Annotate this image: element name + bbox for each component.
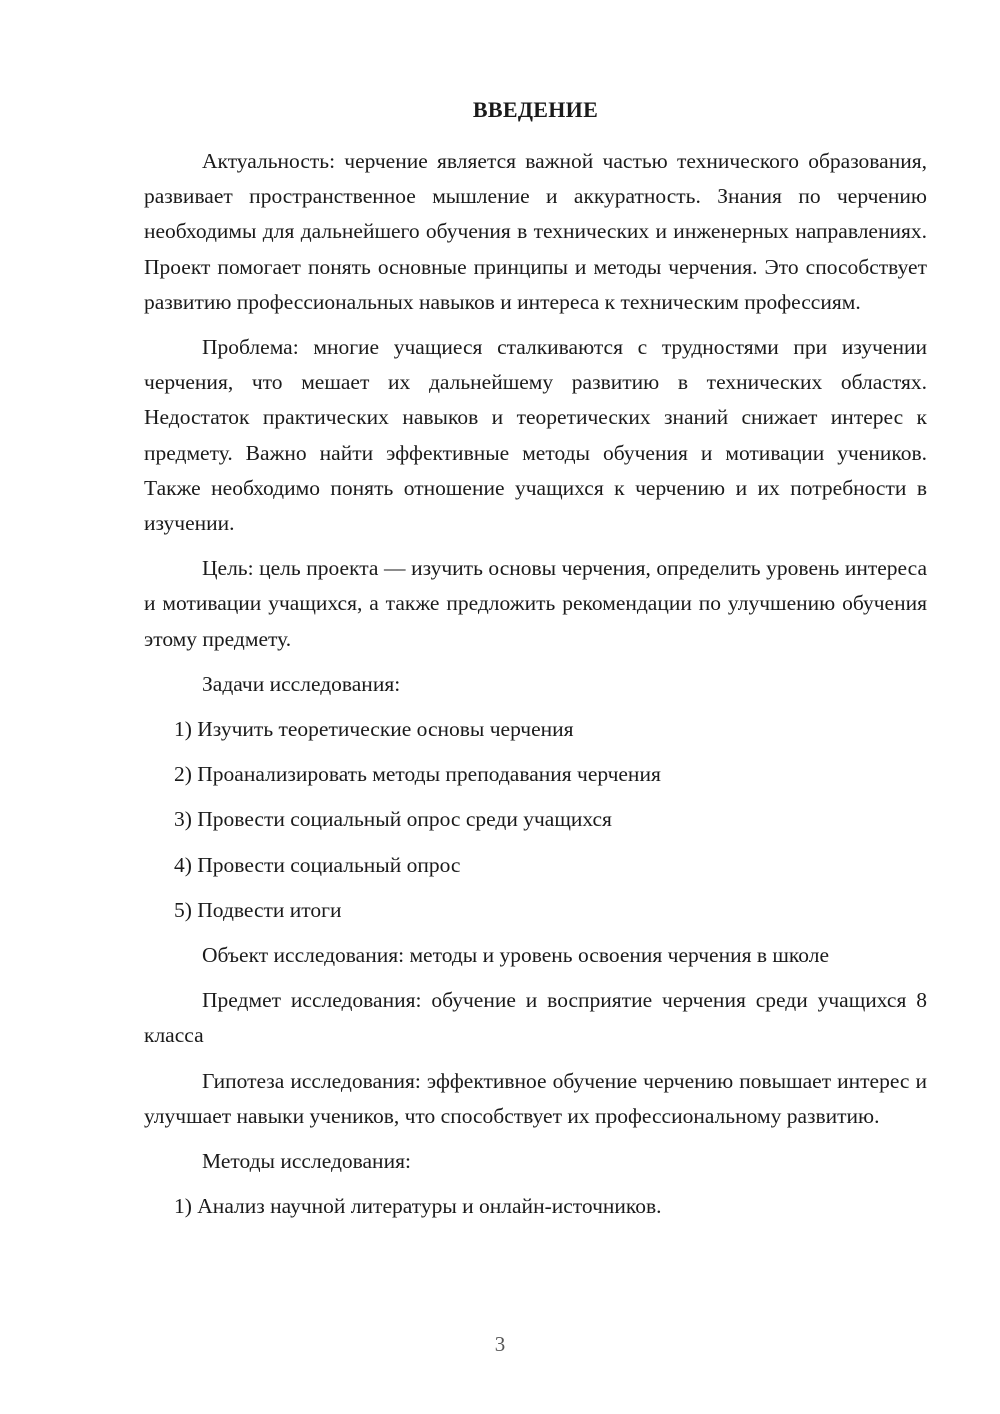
list-item: 3) Провести социальный опрос среди учащихся (174, 807, 612, 832)
paragraph-subject: Предмет исследования: обучение и восприятие черчения среди учащихся 8 класса (144, 988, 927, 1048)
paragraph-relevance: Актуальность: черчение является важной частью технического образования, развивает пространственное мышление и аккуратность. Знания по черчению необходимы для дальнейшего обучения в технических и инженерных направлениях. Проект помогает понять основные принципы и методы черчения. Это способствует развитию профессиональных навыков и интереса к техническим профессиям. (144, 149, 927, 314)
paragraph-hypothesis: Гипотеза исследования: эффективное обучение черчению повышает интерес и улучшает навыки учеников, что способствует их профессиональному развитию. (144, 1068, 927, 1128)
list-item: 1) Изучить теоретические основы черчения (174, 717, 574, 742)
list-item: 2) Проанализировать методы преподавания черчения (174, 762, 661, 787)
paragraph-object: Объект исследования: методы и уровень освоения черчения в школе (202, 943, 830, 968)
paragraph-problem: Проблема: многие учащиеся сталкиваются с трудностями при изучении черчения, что мешает их дальнейшему развитию в технических областях. Недостаток практических навыков и теоретических знаний снижает интерес к предмету. Важно найти эффективные методы обучения и мотивации учеников. Также необходимо понять отношение учащихся к черчению и их потребности в изучении. (144, 335, 927, 536)
list-item: 4) Провести социальный опрос (174, 852, 461, 877)
tasks-heading: Задачи исследования: (202, 671, 401, 696)
page-title: ВВЕДЕНИЕ (472, 97, 599, 122)
tasks-list (144, 712, 927, 928)
list-item: 1) Анализ научной литературы и онлайн-источников. (174, 1194, 662, 1219)
paragraph-goal: Цель: цель проекта — изучить основы черчения, определить уровень интереса и мотивации учащихся, а также предложить рекомендации по улучшению обучения этому предмету. (144, 556, 927, 651)
methods-heading: Методы исследования: (202, 1149, 411, 1174)
methods-list (144, 1189, 927, 1224)
list-item: 5) Подвести итоги (174, 897, 342, 922)
document-page (144, 92, 927, 1234)
page-number: 3 (494, 1332, 506, 1356)
